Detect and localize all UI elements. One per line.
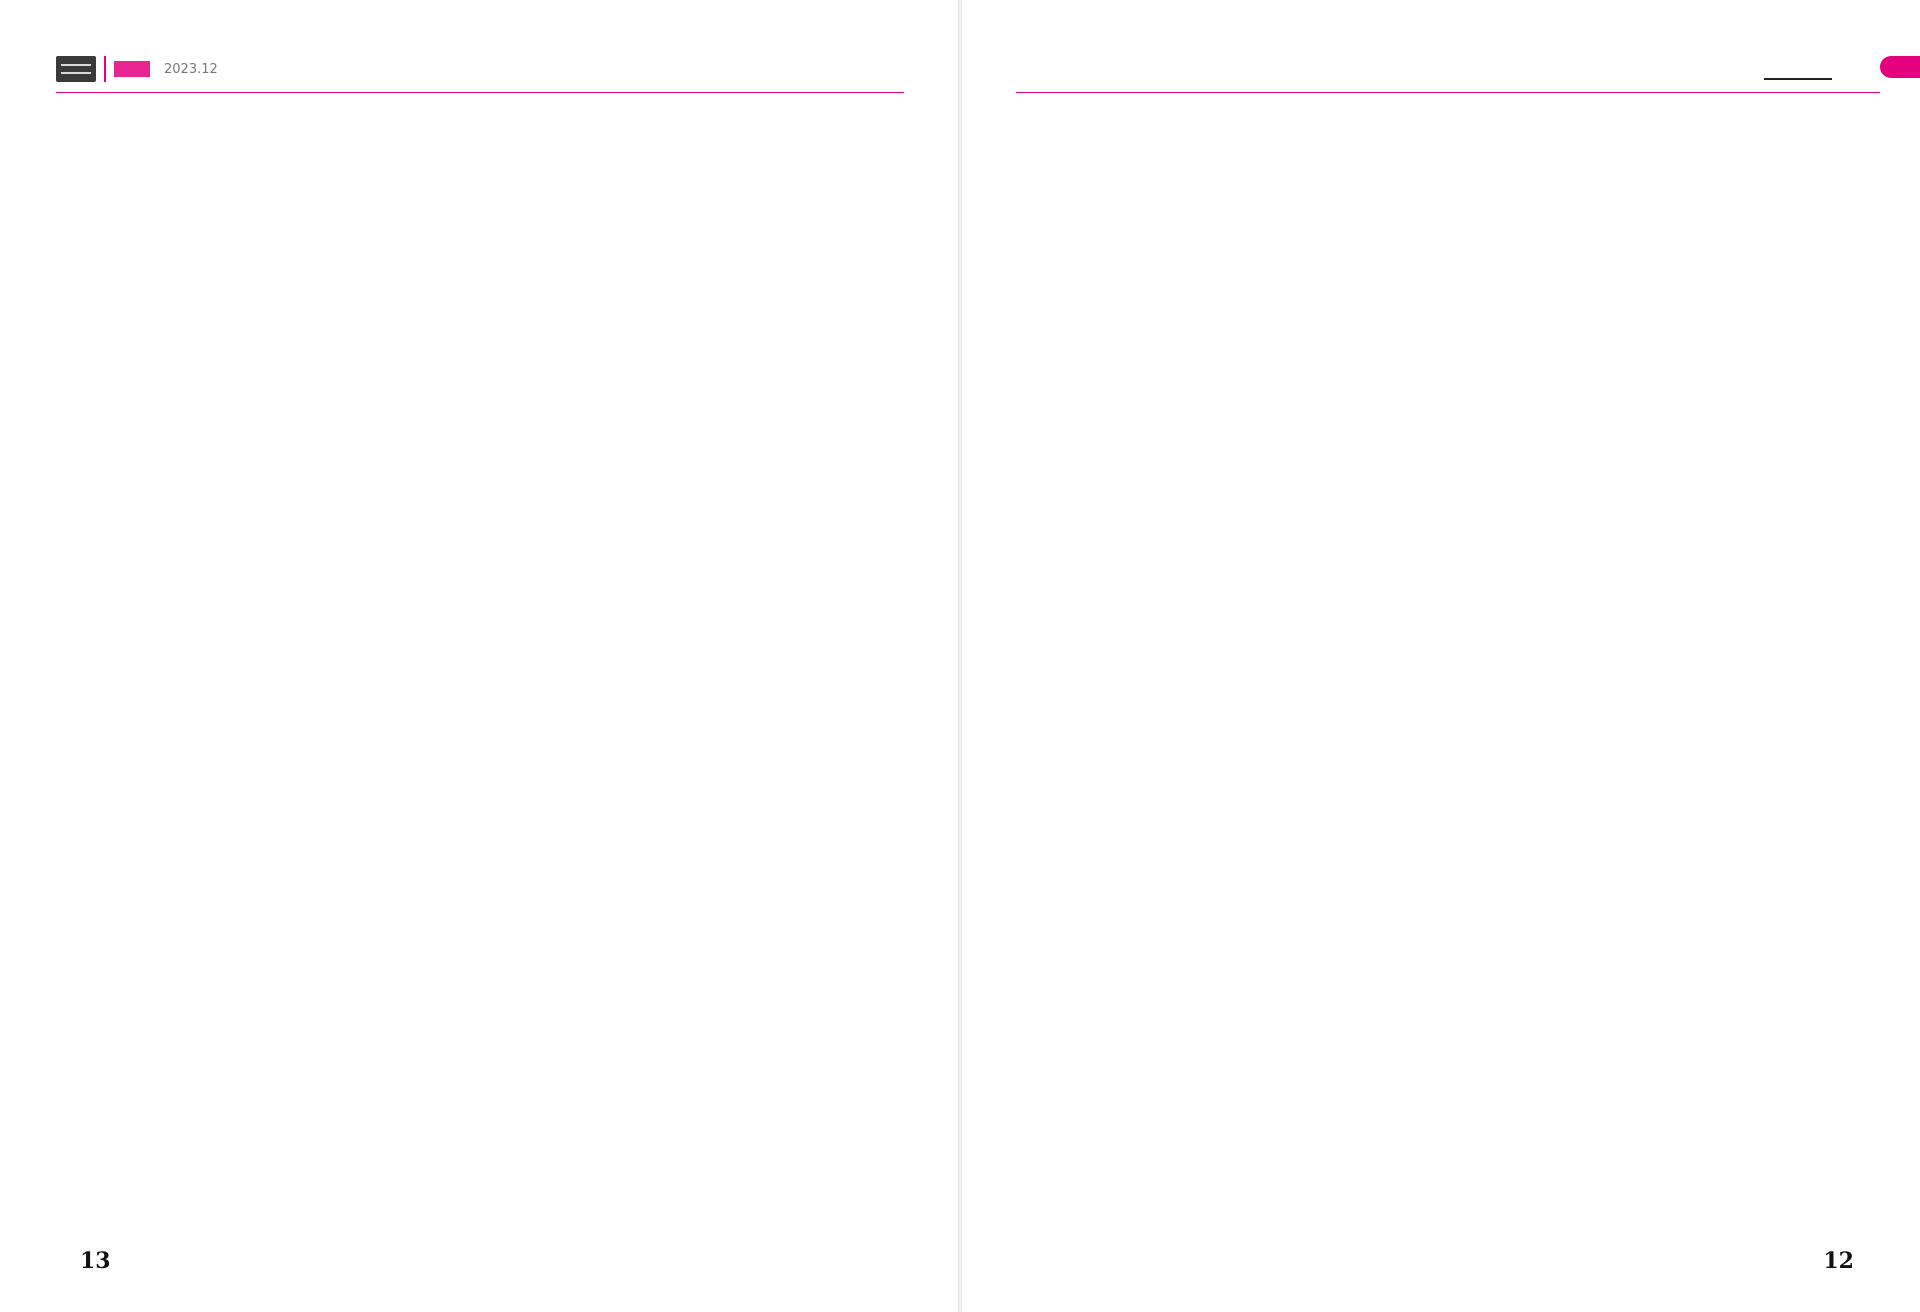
header-divider <box>1016 92 1880 93</box>
section-mark-icon <box>1764 50 1880 84</box>
issue-label: 2023.12 <box>164 62 218 77</box>
text-column-1 <box>504 176 884 1231</box>
running-header-left <box>56 54 316 86</box>
page-number: 12 <box>1823 1248 1854 1274</box>
text-column-2 <box>56 176 436 1231</box>
page-number: 13 <box>80 1248 111 1274</box>
header-divider <box>56 92 904 93</box>
column-tag-icon <box>104 56 158 82</box>
text-column-1 <box>1480 176 1860 1231</box>
right-page <box>960 0 1920 1312</box>
header-accent-tab <box>1880 56 1920 78</box>
text-column-2 <box>1024 176 1404 1231</box>
magazine-logo-icon <box>56 56 96 82</box>
